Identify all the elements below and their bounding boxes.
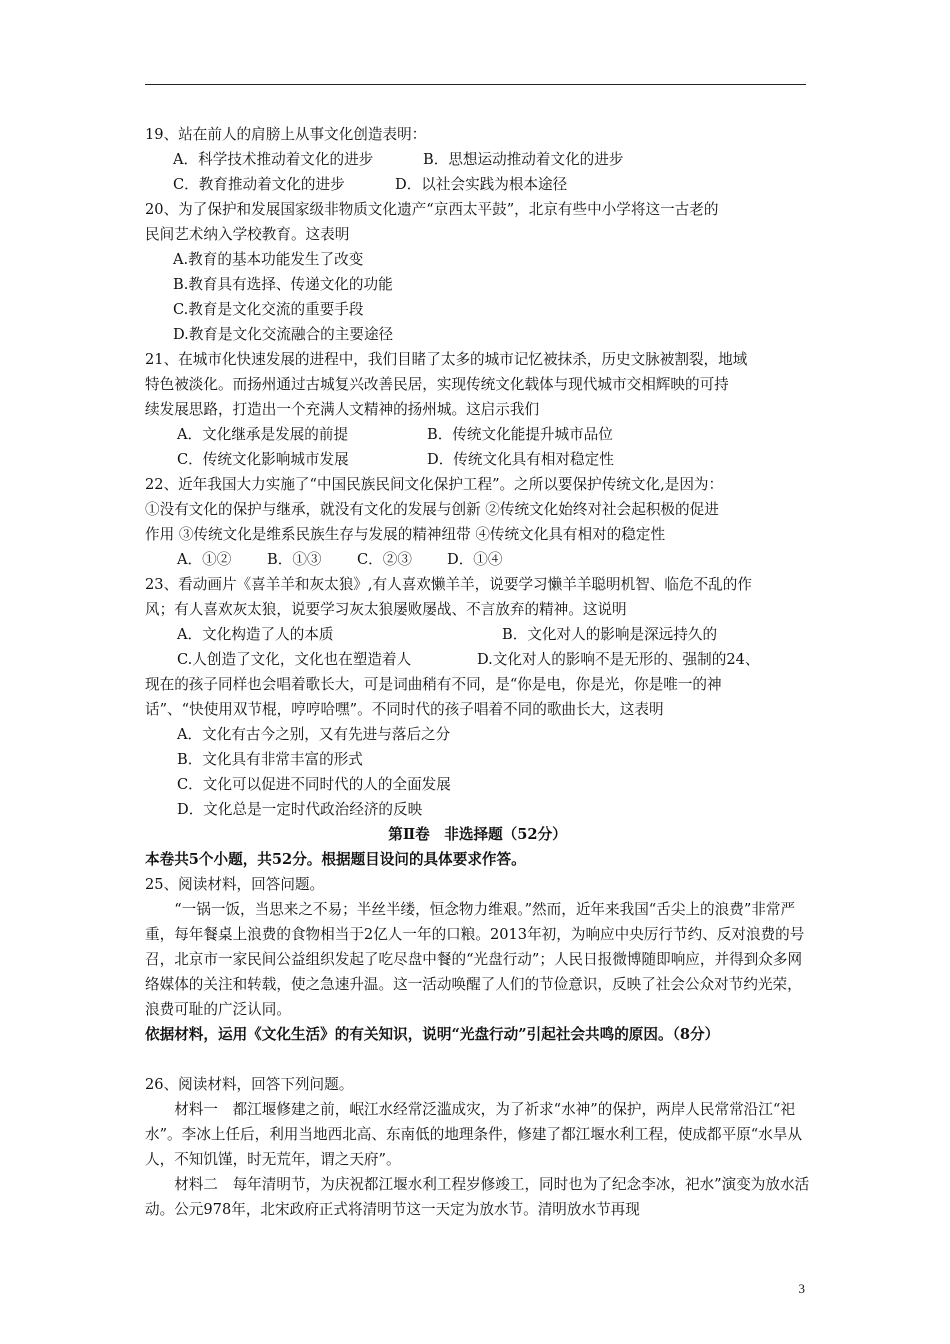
q24-stem-line2: 话”、“快使用双节棍，哼哼哈嘿”。不同时代的孩子唱着不同的歌曲长大，这表明 bbox=[145, 701, 664, 718]
q23-options-row2 bbox=[145, 647, 810, 672]
q24-option-b: B．文化具有非常丰富的形式 bbox=[177, 751, 363, 768]
q21-option-a: A．文化继承是发展的前提 bbox=[177, 426, 349, 443]
q19-options-row2 bbox=[145, 172, 810, 197]
q20-option-c: C.教育是文化交流的重要手段 bbox=[173, 301, 364, 318]
q24-stem-line1: 现在的孩子同样也会唱着歌长大，可是词曲稍有不同，是“你是电，你是光，你是唯一的神 bbox=[145, 676, 722, 693]
q23-stem-line1: 23、看动画片《喜羊羊和灰太狼》,有人喜欢懒羊羊，说要学习懒羊羊聪明机智、临危不乱的作 bbox=[145, 576, 752, 593]
q23-options-row1 bbox=[145, 622, 810, 647]
q21-stem-line3: 续发展思路，打造出一个充满人文精神的扬州城。这启示我们 bbox=[145, 401, 540, 418]
q23-stem-line2: 风；有人喜欢灰太狼，说要学习灰太狼屡败屡战、不言放弃的精神。这说明 bbox=[145, 601, 627, 618]
q24-option-d: D．文化总是一定时代政治经济的反映 bbox=[177, 801, 423, 818]
q21-option-c: C．传统文化影响城市发展 bbox=[177, 451, 349, 468]
q22-option-a: A．①② bbox=[177, 551, 232, 568]
q19-option-d: D．以社会实践为根本途径 bbox=[395, 176, 568, 193]
q22-stem-line3: 作用 ③传统文化是维系民族生存与发展的精神纽带 ④传统文化具有相对的稳定性 bbox=[145, 526, 666, 543]
q26-stem: 26、阅读材料，回答下列问题。 bbox=[145, 1076, 354, 1093]
q25-material: “一锅一饭，当思来之不易；半丝半缕，恒念物力维艰。”然而，近年来我国“舌尖上的浪费”非常严重，每年餐桌上浪费的食物相当于2亿人一年的口粮。2013年初，为响应中央厉行节约、反对浪费的号召，北京市一家民间公益组织发起了吃尽盘中餐的“光盘行动”；人民日报微博随即响应，并得到众多网络媒体的关注和转载，使之急速升温。这一活动唤醒了人们的节俭意识，反映了社会公众对节约光荣，浪费可耻的广泛认同。 bbox=[145, 901, 805, 1018]
q19-options-row1 bbox=[145, 147, 810, 172]
page-content bbox=[145, 122, 810, 1222]
q20-stem-line1: 20、为了保护和发展国家级非物质文化遗产“京西太平鼓”，北京有些中小学将这一古老的 bbox=[145, 201, 719, 218]
q23-option-c: C.人创造了文化，文化也在塑造着人 bbox=[177, 651, 412, 668]
section-title: 第Ⅱ卷 非选择题（52分） bbox=[388, 826, 567, 843]
q26-material-2: 材料二 每年清明节，为庆祝都江堰水利工程岁修竣工，同时也为了纪念李冰，祀水”演变为放水活动。公元978年，北宋政府正式将清明节这一天定为放水节。清明放水节再现 bbox=[145, 1176, 810, 1218]
q21-options-row1 bbox=[145, 422, 810, 447]
q19-stem: 19、站在前人的肩膀上从事文化创造表明： bbox=[145, 126, 427, 143]
q21-options-row2 bbox=[145, 447, 810, 472]
q20-option-a: A.教育的基本功能发生了改变 bbox=[173, 251, 364, 268]
q22-options-row bbox=[145, 547, 810, 572]
q21-option-b: B．传统文化能提升城市品位 bbox=[427, 426, 613, 443]
header-rule bbox=[145, 84, 806, 85]
q24-option-a: A．文化有古今之别，又有先进与落后之分 bbox=[177, 726, 451, 743]
q20-option-b: B.教育具有选择、传递文化的功能 bbox=[173, 276, 393, 293]
q20-stem-line2: 民间艺术纳入学校教育。这表明 bbox=[145, 226, 350, 243]
q22-option-d: D．①④ bbox=[447, 551, 503, 568]
q23-option-a: A．文化构造了人的本质 bbox=[177, 626, 334, 643]
q21-stem-line2: 特色被淡化。而扬州通过古城复兴改善民居，实现传统文化载体与现代城市交相辉映的可持 bbox=[145, 376, 729, 393]
q22-option-b: B．①③ bbox=[267, 551, 322, 568]
q24-option-c: C．文化可以促进不同时代的人的全面发展 bbox=[177, 776, 451, 793]
q21-option-d: D．传统文化具有相对稳定性 bbox=[427, 451, 614, 468]
q25-stem: 25、阅读材料，回答问题。 bbox=[145, 876, 325, 893]
page-number: 3 bbox=[798, 1281, 805, 1296]
section-instruction: 本卷共5个小题，共52分。根据题目设问的具体要求作答。 bbox=[145, 851, 526, 868]
blank-gap bbox=[145, 1047, 810, 1072]
q19-option-a: A．科学技术推动着文化的进步 bbox=[173, 151, 374, 168]
q19-option-c: C．教育推动着文化的进步 bbox=[173, 176, 345, 193]
q26-material-1: 材料一 都江堰修建之前，岷江水经常泛滥成灾，为了祈求“水神”的保护，两岸人民常常沿江“祀水”。李冰上任后，利用当地西北高、东南低的地理条件，修建了都江堰水利工程，使成都平原“水旱从人，不知饥馑，时无荒年，谓之天府”。 bbox=[145, 1101, 803, 1168]
q19-option-b: B．思想运动推动着文化的进步 bbox=[423, 151, 624, 168]
q22-stem-line1: 22、近年我国大力实施了“中国民族民间文化保护工程”。之所以要保护传统文化,是因为： bbox=[145, 476, 724, 493]
q22-option-c: C．②③ bbox=[357, 551, 412, 568]
q23-option-b: B．文化对人的影响是深远持久的 bbox=[502, 626, 718, 643]
q20-option-d: D.教育是文化交流融合的主要途径 bbox=[173, 326, 394, 343]
q25-question: 依据材料，运用《文化生活》的有关知识，说明“光盘行动”引起社会共鸣的原因。（8分） bbox=[145, 1026, 720, 1043]
q23-option-d: D.文化对人的影响不是无形的、强制的24、 bbox=[477, 651, 760, 668]
q21-stem-line1: 21、在城市化快速发展的进程中，我们目睹了太多的城市记忆被抹杀，历史文脉被割裂，地域 bbox=[145, 351, 748, 368]
q22-stem-line2: ①没有文化的保护与继承，就没有文化的发展与创新 ②传统文化始终对社会起积极的促进 bbox=[145, 501, 719, 518]
